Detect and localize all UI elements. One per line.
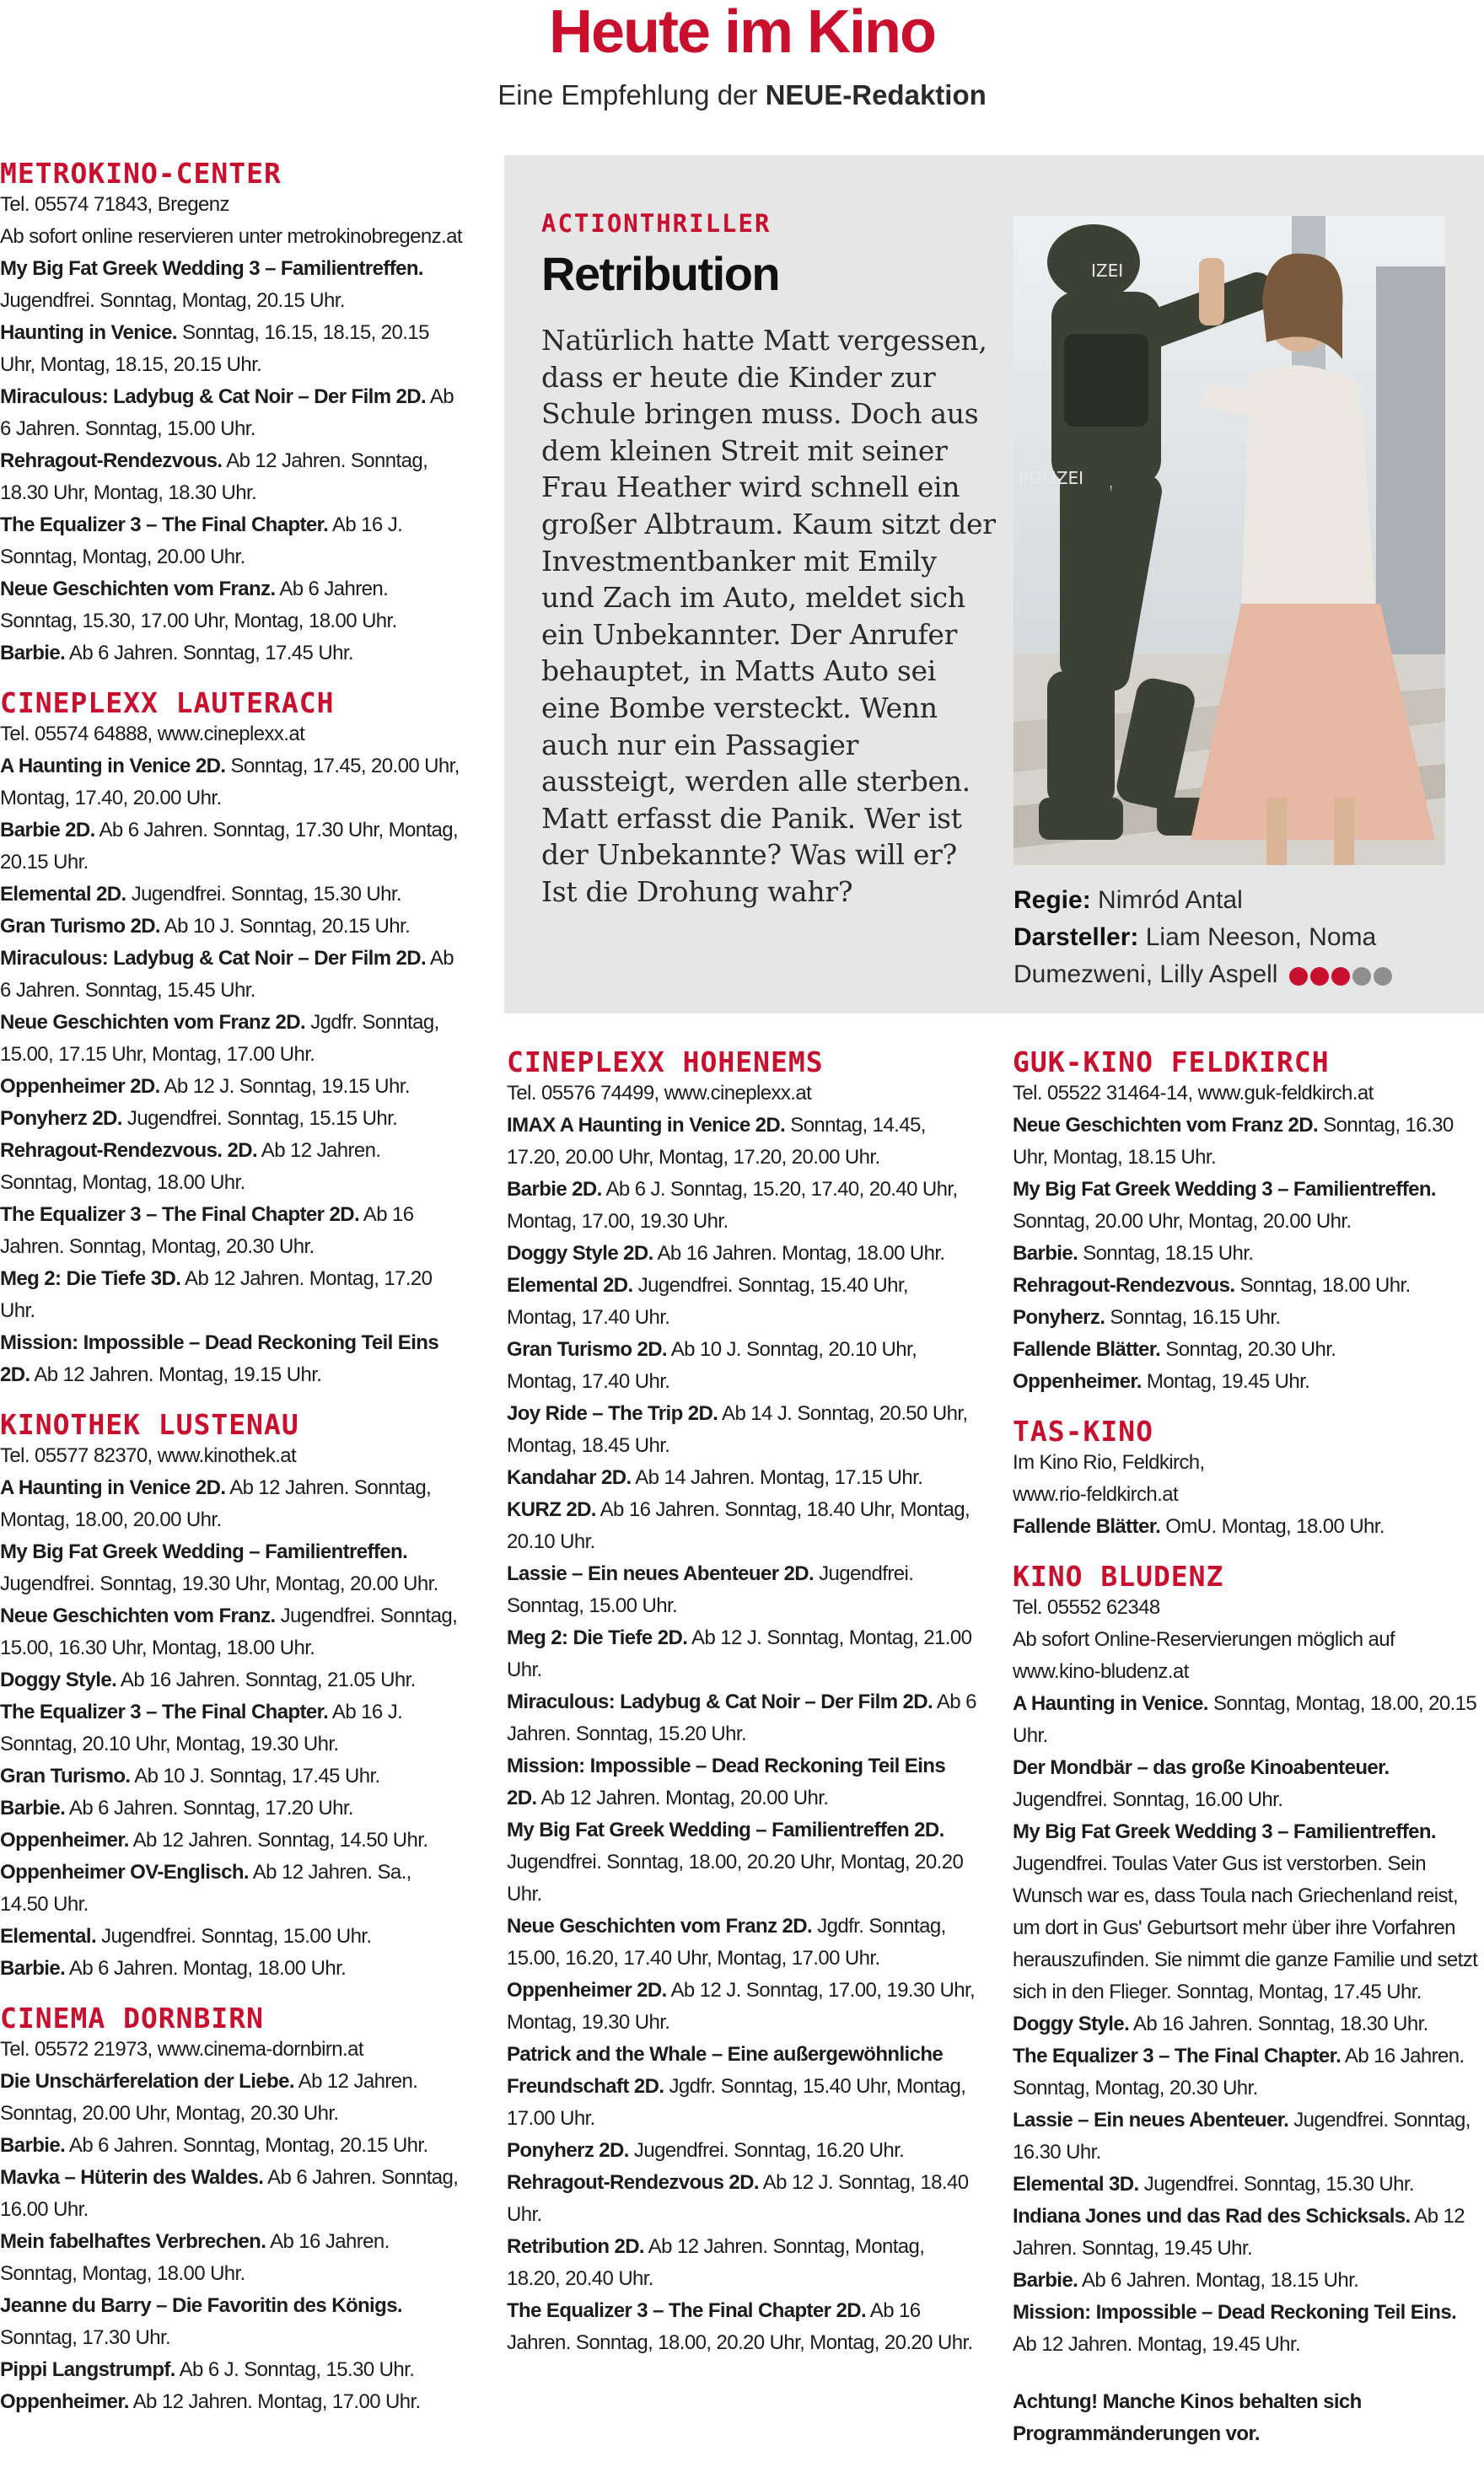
film-title: Gran Turismo 2D. bbox=[0, 915, 160, 938]
film-details: Ab 14 J. Sonntag, 20.50 Uhr, Montag, 18.45 Uhr. bbox=[507, 1402, 968, 1457]
film-details: Ab 12 Jahren. Montag, 19.45 Uhr. bbox=[1013, 2333, 1301, 2356]
film-entry bbox=[507, 1622, 979, 1686]
film-entry bbox=[507, 1174, 979, 1238]
film-title: Miraculous: Ladybug & Cat Noir – Der Film 2D. bbox=[0, 947, 427, 970]
film-details: Ab 16 Jahren. Sonntag, Montag, 20.30 Uhr. bbox=[0, 1203, 414, 1258]
film-details: Jgdfr. Sonntag, 15.00, 16.20, 17.40 Uhr, Montag, 17.00 Uhr. bbox=[507, 1915, 946, 1970]
film-entry bbox=[0, 509, 462, 573]
film-entry bbox=[0, 1600, 462, 1664]
film-details: Ab 6 Jahren. Sonntag, Montag, 20.15 Uhr. bbox=[68, 2134, 428, 2157]
film-details: Ab 16 J. Sonntag, Montag, 20.00 Uhr. bbox=[0, 513, 403, 568]
film-entry bbox=[507, 2135, 979, 2167]
film-title: Barbie. bbox=[1013, 1242, 1078, 1265]
film-details: Ab 12 Jahren. Sonntag, 14.50 Uhr. bbox=[132, 1829, 428, 1852]
film-title: Doggy Style. bbox=[1013, 2013, 1130, 2035]
film-details: Ab 12 Jahren. Sonntag, Montag, 18.00 Uhr. bbox=[0, 1139, 381, 1194]
film-entry bbox=[0, 2162, 462, 2226]
film-entry bbox=[0, 943, 462, 1007]
film-details: Ab 6 Jahren. Sonntag, 15.45 Uhr. bbox=[0, 947, 454, 1002]
film-entry bbox=[507, 2295, 979, 2359]
film-details: Ab 6 Jahren. Sonntag, 15.30, 17.00 Uhr, Montag, 18.00 Uhr. bbox=[0, 578, 397, 632]
film-entry bbox=[507, 2039, 979, 2135]
film-title: Mission: Impossible – Dead Reckoning Teil Eins. bbox=[1013, 2301, 1457, 2324]
cinema-block bbox=[0, 685, 462, 1391]
film-title: Barbie. bbox=[1013, 2269, 1078, 2292]
feature-genre: ACTIONTHRILLER bbox=[541, 209, 772, 238]
film-details: Ab 16 Jahren. Montag, 18.00 Uhr. bbox=[657, 1242, 945, 1265]
film-entry bbox=[1013, 1366, 1481, 1398]
film-entry bbox=[1013, 1511, 1481, 1543]
film-entry bbox=[507, 1686, 979, 1750]
film-title: Barbie 2D. bbox=[0, 819, 95, 841]
film-entry bbox=[0, 381, 462, 445]
cinema-name: KINO BLUDENZ bbox=[1013, 1560, 1224, 1593]
rating-dot bbox=[1374, 967, 1392, 986]
cinema-name: CINEPLEXX HOHENEMS bbox=[507, 1046, 824, 1078]
film-details: Ab 16 Jahren. Sonntag, 21.05 Uhr. bbox=[120, 1669, 416, 1691]
film-title: Miraculous: Ladybug & Cat Noir – Der Film 2D. bbox=[507, 1691, 933, 1713]
film-details: Ab 16 Jahren. Sonntag, Montag, 18.00 Uhr. bbox=[0, 2230, 390, 2285]
film-title: Doggy Style. bbox=[0, 1669, 117, 1691]
film-entry bbox=[1013, 1302, 1481, 1334]
film-details: Ab 6 Jahren. Sonntag, 17.45 Uhr. bbox=[68, 642, 353, 664]
film-details: Jugendfrei. Sonntag, 16.20 Uhr. bbox=[633, 2139, 905, 2162]
film-title: Oppenheimer. bbox=[1013, 1370, 1142, 1393]
film-entry bbox=[0, 573, 462, 637]
film-title: Meg 2: Die Tiefe 3D. bbox=[0, 1267, 181, 1290]
film-title: Oppenheimer 2D. bbox=[507, 1979, 667, 2002]
film-title: Rehragout-Rendezvous. bbox=[1013, 1274, 1235, 1297]
film-entry bbox=[1013, 1174, 1481, 1238]
listing-column-3 bbox=[1013, 1044, 1481, 2450]
film-entry bbox=[1013, 2265, 1481, 2297]
film-entry bbox=[1013, 2297, 1481, 2361]
film-details: Ab 12 Jahren. Sonntag, 18.30 Uhr, Montag, 18.30 Uhr. bbox=[0, 449, 428, 504]
film-entry bbox=[507, 2231, 979, 2295]
svg-text:IZEI: IZEI bbox=[1091, 261, 1124, 281]
film-details: Ab 6 J. Sonntag, 15.20, 17.40, 20.40 Uhr, Montag, 17.00, 19.30 Uhr. bbox=[507, 1178, 958, 1233]
film-title: Kandahar 2D. bbox=[507, 1466, 632, 1489]
film-entry bbox=[507, 1462, 979, 1494]
film-title: Ponyherz 2D. bbox=[0, 1107, 122, 1130]
film-details: Ab 12 Jahren. Sonntag, 20.00 Uhr, Montag, 20.30 Uhr. bbox=[0, 2070, 418, 2125]
film-title: Neue Geschichten vom Franz 2D. bbox=[1013, 1114, 1319, 1137]
film-entry bbox=[0, 317, 462, 381]
film-details: Montag, 19.45 Uhr. bbox=[1146, 1370, 1310, 1393]
film-details: Sonntag, 14.45, 17.20, 20.00 Uhr, Montag, 17.20, 20.00 Uhr. bbox=[507, 1114, 926, 1169]
film-entry bbox=[0, 1921, 462, 1953]
film-entry bbox=[507, 2167, 979, 2231]
film-entry bbox=[1013, 2201, 1481, 2265]
film-title: Retribution 2D. bbox=[507, 2235, 644, 2258]
film-entry bbox=[507, 1334, 979, 1398]
film-entry bbox=[0, 1103, 462, 1135]
film-details: Ab 14 Jahren. Montag, 17.15 Uhr. bbox=[635, 1466, 923, 1489]
cinema-block bbox=[1013, 1044, 1481, 1398]
film-entry bbox=[0, 2386, 462, 2418]
film-details: Ab 6 Jahren. Montag, 18.15 Uhr. bbox=[1081, 2269, 1359, 2292]
page-subtitle bbox=[0, 79, 1484, 111]
film-entry bbox=[0, 1825, 462, 1857]
film-details: Sonntag, 18.00 Uhr. bbox=[1239, 1274, 1411, 1297]
film-details: Ab 16 J. Sonntag, 20.10 Uhr, Montag, 19.30 Uhr. bbox=[0, 1701, 403, 1755]
cinema-name: TAS-KINO bbox=[1013, 1415, 1153, 1448]
film-title: KURZ 2D. bbox=[507, 1498, 596, 1521]
film-title: Indiana Jones und das Rad des Schicksals. bbox=[1013, 2205, 1411, 2228]
film-title: Barbie. bbox=[0, 1797, 66, 1820]
film-entry bbox=[0, 1263, 462, 1327]
film-title: Oppenheimer 2D. bbox=[0, 1075, 160, 1098]
cinema-block bbox=[1013, 1558, 1481, 2361]
film-details: Jugendfrei. Sonntag, 19.30 Uhr, Montag, 20.00 Uhr. bbox=[0, 1572, 438, 1595]
film-entry bbox=[1013, 2040, 1481, 2105]
film-entry bbox=[0, 750, 462, 814]
film-title: Neue Geschichten vom Franz 2D. bbox=[507, 1915, 813, 1938]
film-title: Ponyherz 2D. bbox=[507, 2139, 629, 2162]
film-entry bbox=[0, 2130, 462, 2162]
film-title: Gran Turismo 2D. bbox=[507, 1338, 667, 1361]
film-entry bbox=[507, 1911, 979, 1975]
cinema-contact: Tel. 05552 62348 Ab sofort Online-Reservierungen möglich auf www.kino-bludenz.at bbox=[1013, 1596, 1395, 1683]
subtitle-prefix: Eine Empfehlung der bbox=[497, 79, 766, 110]
film-entry bbox=[1013, 2008, 1481, 2040]
film-details: Ab 12 J. Sonntag, Montag, 21.00 Uhr. bbox=[507, 1626, 972, 1681]
film-title: Lassie – Ein neues Abenteuer 2D. bbox=[507, 1562, 815, 1585]
film-details: Ab 12 J. Sonntag, 17.00, 19.30 Uhr, Montag, 19.30 Uhr. bbox=[507, 1979, 976, 2034]
film-details: Ab 6 Jahren. Montag, 18.00 Uhr. bbox=[68, 1957, 347, 1980]
darsteller-label: Darsteller: bbox=[1014, 923, 1139, 951]
feature-box bbox=[504, 155, 1484, 1013]
cinema-name: KINOTHEK LUSTENAU bbox=[0, 1408, 299, 1441]
cinema-contact: Tel. 05522 31464-14, www.guk-feldkirch.at bbox=[1013, 1082, 1374, 1105]
film-details: Jugendfrei. Sonntag, 15.00 Uhr. bbox=[507, 1562, 914, 1617]
film-entry bbox=[1013, 2105, 1481, 2169]
film-entry bbox=[0, 879, 462, 911]
film-details: Ab 12 Jahren. Sonntag, Montag, 18.20, 20.40 Uhr. bbox=[507, 2235, 925, 2290]
film-title: Rehragout-Rendezvous 2D. bbox=[507, 2171, 759, 2194]
film-title: Fallende Blätter. bbox=[1013, 1515, 1161, 1538]
film-title: Doggy Style 2D. bbox=[507, 1242, 653, 1265]
film-details: Ab 6 Jahren. Sonntag, 17.20 Uhr. bbox=[68, 1797, 353, 1820]
rating-dot bbox=[1310, 967, 1329, 986]
darsteller-names: Liam Neeson, Noma Dumezweni, Lilly Aspell bbox=[1014, 923, 1377, 988]
film-details: Sonntag, 16.15 Uhr. bbox=[1110, 1306, 1281, 1329]
film-entry bbox=[0, 2226, 462, 2290]
film-entry bbox=[507, 1398, 979, 1462]
film-entry bbox=[1013, 1688, 1481, 1752]
cinema-block bbox=[507, 1044, 979, 2359]
film-entry bbox=[507, 1975, 979, 2039]
film-entry bbox=[1013, 1816, 1481, 2008]
film-details: Jugendfrei. Sonntag, 15.00, 16.30 Uhr, Montag, 18.00 Uhr. bbox=[0, 1605, 458, 1659]
film-entry bbox=[0, 1071, 462, 1103]
cinema-contact: Tel. 05574 71843, Bregenz Ab sofort online reservieren unter metrokinobregenz.at bbox=[0, 193, 462, 248]
film-title: The Equalizer 3 – The Final Chapter 2D. bbox=[507, 2299, 867, 2322]
film-details: Ab 12 Jahren. Montag, 19.15 Uhr. bbox=[34, 1363, 322, 1386]
film-entry bbox=[0, 1135, 462, 1199]
film-entry bbox=[0, 1327, 462, 1391]
film-title: My Big Fat Greek Wedding 3 – Familientreffen. bbox=[0, 257, 423, 280]
film-title: Oppenheimer. bbox=[0, 2390, 129, 2413]
film-title: Barbie. bbox=[0, 642, 66, 664]
film-title: Rehragout-Rendezvous. 2D. bbox=[0, 1139, 258, 1162]
film-details: Sonntag, 20.30 Uhr. bbox=[1165, 1338, 1336, 1361]
film-title: Neue Geschichten vom Franz. bbox=[0, 578, 276, 600]
film-title: My Big Fat Greek Wedding 3 – Familientreffen. bbox=[1013, 1820, 1436, 1843]
film-details: Ab 10 J. Sonntag, 17.45 Uhr. bbox=[134, 1765, 380, 1787]
film-details: Sonntag, 18.15 Uhr. bbox=[1083, 1242, 1254, 1265]
film-entry bbox=[0, 1664, 462, 1696]
film-details: Ab 12 Jahren. Sa., 14.50 Uhr. bbox=[0, 1861, 411, 1916]
film-entry bbox=[1013, 1334, 1481, 1366]
film-details: Ab 12 Jahren. Sonntag, Montag, 18.00, 20.00 Uhr. bbox=[0, 1476, 432, 1531]
film-title: My Big Fat Greek Wedding 3 – Familientreffen. bbox=[1013, 1178, 1436, 1201]
film-entry bbox=[0, 1953, 462, 1985]
movie-still-image bbox=[1014, 216, 1445, 865]
film-details: Ab 6 Jahren. Sonntag, 15.00 Uhr. bbox=[0, 385, 454, 440]
film-entry bbox=[507, 1494, 979, 1558]
film-details: Ab 6 Jahren. Sonntag, 15.20 Uhr. bbox=[507, 1691, 976, 1745]
film-title: Haunting in Venice. bbox=[0, 321, 177, 344]
film-title: Elemental 2D. bbox=[0, 883, 126, 906]
film-title: Neue Geschichten vom Franz. bbox=[0, 1605, 276, 1627]
film-entry bbox=[0, 1793, 462, 1825]
film-title: Pippi Langstrumpf. bbox=[0, 2358, 175, 2381]
subtitle-brand: NEUE-Redaktion bbox=[765, 79, 987, 110]
film-details: Jugendfrei. Sonntag, 15.15 Uhr. bbox=[126, 1107, 398, 1130]
film-entry bbox=[0, 1472, 462, 1536]
film-title: Rehragout-Rendezvous. bbox=[0, 449, 223, 472]
film-details: Ab 12 Jahren. Sonntag, 19.45 Uhr. bbox=[1013, 2205, 1465, 2260]
film-details: Sonntag, 16.30 Uhr, Montag, 18.15 Uhr. bbox=[1013, 1114, 1454, 1169]
film-details: Jugendfrei. Sonntag, Montag, 20.15 Uhr. bbox=[0, 289, 345, 312]
film-entry bbox=[0, 911, 462, 943]
film-entry bbox=[507, 1814, 979, 1911]
film-title: Barbie 2D. bbox=[507, 1178, 602, 1201]
film-entry bbox=[0, 1007, 462, 1071]
cinema-contact: Tel. 05572 21973, www.cinema-dornbirn.at bbox=[0, 2038, 363, 2061]
film-entry bbox=[0, 637, 462, 669]
film-details: Sonntag, 17.30 Uhr. bbox=[0, 2326, 171, 2349]
film-details: Ab 12 J. Sonntag, 19.15 Uhr. bbox=[164, 1075, 410, 1098]
film-details: Ab 12 Jahren. Montag, 17.20 Uhr. bbox=[0, 1267, 433, 1322]
feature-credits bbox=[1014, 882, 1469, 994]
film-title: Die Unschärferelation der Liebe. bbox=[0, 2070, 294, 2093]
film-title: The Equalizer 3 – The Final Chapter 2D. bbox=[0, 1203, 360, 1226]
film-title: Joy Ride – The Trip 2D. bbox=[507, 1402, 718, 1425]
film-title: Meg 2: Die Tiefe 2D. bbox=[507, 1626, 688, 1649]
film-entry bbox=[0, 2354, 462, 2386]
film-details: Jgdfr. Sonntag, 15.40 Uhr, Montag, 17.00 Uhr. bbox=[507, 2075, 966, 2130]
film-entry bbox=[1013, 1270, 1481, 1302]
film-title: A Haunting in Venice. bbox=[1013, 1692, 1208, 1715]
film-title: The Equalizer 3 – The Final Chapter. bbox=[1013, 2045, 1342, 2067]
listing-column-1 bbox=[0, 155, 462, 2433]
cinema-contact: Tel. 05577 82370, www.kinothek.at bbox=[0, 1444, 297, 1467]
film-entry bbox=[0, 814, 462, 879]
film-title: A Haunting in Venice 2D. bbox=[0, 1476, 226, 1499]
film-details: Ab 16 Jahren. Sonntag, Montag, 20.30 Uhr. bbox=[1013, 2045, 1465, 2099]
film-details: Jugendfrei. Sonntag, 15.30 Uhr. bbox=[1143, 2173, 1414, 2196]
film-details: Jugendfrei. Sonntag, 16.30 Uhr. bbox=[1013, 2109, 1471, 2164]
film-details: Jgdfr. Sonntag, 15.00, 17.15 Uhr, Montag, 17.00 Uhr. bbox=[0, 1011, 439, 1066]
film-entry bbox=[0, 1536, 462, 1600]
film-details: Ab 10 J. Sonntag, 20.15 Uhr. bbox=[164, 915, 411, 938]
film-details: Sonntag, 20.00 Uhr, Montag, 20.00 Uhr. bbox=[1013, 1210, 1352, 1233]
film-title: A Haunting in Venice 2D. bbox=[0, 755, 226, 777]
film-entry bbox=[507, 1750, 979, 1814]
rating-dot bbox=[1331, 967, 1350, 986]
film-details: Jugendfrei. Sonntag, 15.00 Uhr. bbox=[101, 1925, 372, 1948]
film-title: Neue Geschichten vom Franz 2D. bbox=[0, 1011, 306, 1034]
film-title: Elemental 3D. bbox=[1013, 2173, 1139, 2196]
film-title: IMAX A Haunting in Venice 2D. bbox=[507, 1114, 786, 1137]
film-entry bbox=[0, 2290, 462, 2354]
feature-title: Retribution bbox=[541, 247, 780, 300]
cinema-name: CINEPLEXX LAUTERACH bbox=[0, 686, 335, 719]
film-entry bbox=[1013, 1752, 1481, 1816]
svg-text:POLIZEI: POLIZEI bbox=[1019, 468, 1084, 488]
film-details: Ab 12 J. Sonntag, 18.40 Uhr. bbox=[507, 2171, 969, 2226]
film-title: My Big Fat Greek Wedding – Familientreffen. bbox=[0, 1540, 408, 1563]
film-title: Oppenheimer. bbox=[0, 1829, 129, 1852]
film-title: Mavka – Hüterin des Waldes. bbox=[0, 2166, 264, 2189]
film-entry bbox=[0, 1761, 462, 1793]
film-details: Ab 6 J. Sonntag, 15.30 Uhr. bbox=[179, 2358, 415, 2381]
film-entry bbox=[507, 1270, 979, 1334]
film-title: Elemental 2D. bbox=[507, 1274, 633, 1297]
regie-label: Regie: bbox=[1014, 886, 1091, 914]
film-details: Jugendfrei. Sonntag, 15.30 Uhr. bbox=[131, 883, 401, 906]
film-entry bbox=[0, 445, 462, 509]
rating-dot bbox=[1289, 967, 1308, 986]
film-details: Jugendfrei. Sonntag, 16.00 Uhr. bbox=[1013, 1788, 1283, 1811]
film-details: Ab 6 Jahren. Sonntag, 16.00 Uhr. bbox=[0, 2166, 459, 2221]
cinema-block bbox=[1013, 1413, 1481, 1543]
cinema-contact: Tel. 05574 64888, www.cineplexx.at bbox=[0, 723, 305, 745]
film-title: Gran Turismo. bbox=[0, 1765, 131, 1787]
film-entry bbox=[507, 1110, 979, 1174]
rating-dot bbox=[1352, 967, 1371, 986]
film-entry bbox=[1013, 1110, 1481, 1174]
film-title: The Equalizer 3 – The Final Chapter. bbox=[0, 1701, 329, 1723]
film-entry bbox=[507, 1238, 979, 1270]
film-details: Ab 12 Jahren. Montag, 17.00 Uhr. bbox=[132, 2390, 421, 2413]
film-details: Sonntag, 17.45, 20.00 Uhr, Montag, 17.40, 20.00 Uhr. bbox=[0, 755, 460, 809]
film-title: Oppenheimer OV-Englisch. bbox=[0, 1861, 249, 1884]
cinema-block bbox=[0, 2000, 462, 2418]
film-entry bbox=[0, 253, 462, 317]
film-details: Sonntag, Montag, 18.00, 20.15 Uhr. bbox=[1013, 1692, 1477, 1747]
film-title: Barbie. bbox=[0, 1957, 66, 1980]
film-details: Jugendfrei. Sonntag, 18.00, 20.20 Uhr, Montag, 20.20 Uhr. bbox=[507, 1851, 964, 1906]
film-title: Elemental. bbox=[0, 1925, 97, 1948]
film-details: Jugendfrei. Toulas Vater Gus ist verstorben. Sein Wunsch war es, dass Toula nach Griechenland reist, um dort in Gus' Geburtsort mehr über ihre Vorfahren herauszufinden. Sie nimmt die ganze Familie und setzt sich in den Flieger. Sonntag, Montag, 17.45 Uhr. bbox=[1013, 1852, 1478, 2003]
film-details: OmU. Montag, 18.00 Uhr. bbox=[1165, 1515, 1385, 1538]
film-entry bbox=[0, 2066, 462, 2130]
cinema-name: METROKINO-CENTER bbox=[0, 157, 282, 190]
film-title: The Equalizer 3 – The Final Chapter. bbox=[0, 513, 329, 536]
film-entry bbox=[0, 1857, 462, 1921]
regie-name: Nimród Antal bbox=[1098, 886, 1243, 914]
cinema-block bbox=[0, 155, 462, 669]
page-title: Heute im Kino bbox=[548, 0, 936, 66]
cinema-block bbox=[0, 1406, 462, 1985]
film-title: Miraculous: Ladybug & Cat Noir – Der Film 2D. bbox=[0, 385, 427, 408]
listing-column-2 bbox=[507, 1044, 979, 2374]
film-details: Ab 6 Jahren. Sonntag, 17.30 Uhr, Montag, 20.15 Uhr. bbox=[0, 819, 459, 874]
film-title: Mein fabelhaftes Verbrechen. bbox=[0, 2230, 266, 2253]
film-details: Sonntag, 16.15, 18.15, 20.15 Uhr, Montag, 18.15, 20.15 Uhr. bbox=[0, 321, 429, 376]
film-title: Der Mondbär – das große Kinoabenteuer. bbox=[1013, 1756, 1390, 1779]
film-title: Jeanne du Barry – Die Favoritin des Königs. bbox=[0, 2294, 403, 2317]
rating-dots bbox=[1289, 957, 1395, 994]
film-title: Barbie. bbox=[0, 2134, 66, 2157]
film-details: Ab 16 Jahren. Sonntag, 18.40 Uhr, Montag, 20.10 Uhr. bbox=[507, 1498, 971, 1553]
film-entry bbox=[0, 1696, 462, 1761]
film-details: Jugendfrei. Sonntag, 15.40 Uhr, Montag, 17.40 Uhr. bbox=[507, 1274, 908, 1329]
cinema-contact: Im Kino Rio, Feldkirch, www.rio-feldkirch.at bbox=[1013, 1451, 1205, 1506]
film-title: Mission: Impossible – Dead Reckoning Teil Eins 2D. bbox=[507, 1755, 946, 1809]
cinema-name: GUK-KINO FELDKIRCH bbox=[1013, 1046, 1330, 1078]
feature-synopsis: Natürlich hatte Matt vergessen, dass er heute die Kinder zur Schule bringen muss. Doch aus dem kleinen Streit mit seiner Frau Heather wird schnell ein großer Albtraum. Kaum sitzt der Investmentbanker mit Emily und Zach im Auto, meldet sich ein Unbekannter. Der Anrufer behauptet, in Matts Auto sei eine Bombe versteckt. Wenn auch nur ein Passagier aussteigt, werden alle sterben. Matt erfasst die Panik. Wer ist der Unbekannte? Was will er? Ist die Drohung wahr? bbox=[541, 324, 996, 908]
film-entry bbox=[1013, 1238, 1481, 1270]
film-details: Ab 16 Jahren. Sonntag, 18.30 Uhr. bbox=[1132, 2013, 1428, 2035]
film-details: Ab 10 J. Sonntag, 20.10 Uhr, Montag, 17.40 Uhr. bbox=[507, 1338, 917, 1393]
cinema-name: CINEMA DORNBIRN bbox=[0, 2002, 265, 2035]
film-entry bbox=[1013, 2169, 1481, 2201]
film-title: Lassie – Ein neues Abenteuer. bbox=[1013, 2109, 1289, 2132]
film-entry bbox=[507, 1558, 979, 1622]
film-title: Fallende Blätter. bbox=[1013, 1338, 1161, 1361]
film-title: Mission: Impossible – Dead Reckoning Teil Eins 2D. bbox=[0, 1331, 439, 1386]
film-title: Ponyherz. bbox=[1013, 1306, 1105, 1329]
film-title: Patrick and the Whale – Eine außergewöhnliche Freundschaft 2D. bbox=[507, 2043, 944, 2098]
film-title: My Big Fat Greek Wedding – Familientreffen 2D. bbox=[507, 1819, 944, 1841]
film-details: Ab 16 Jahren. Sonntag, 18.00, 20.20 Uhr, Montag, 20.20 Uhr. bbox=[507, 2299, 973, 2354]
schedule-note: Achtung! Manche Kinos behalten sich Programmänderungen vor. bbox=[1013, 2390, 1362, 2445]
cinema-contact: Tel. 05576 74499, www.cineplexx.at bbox=[507, 1082, 812, 1105]
film-entry bbox=[0, 1199, 462, 1263]
film-details: Ab 12 Jahren. Montag, 20.00 Uhr. bbox=[540, 1787, 829, 1809]
